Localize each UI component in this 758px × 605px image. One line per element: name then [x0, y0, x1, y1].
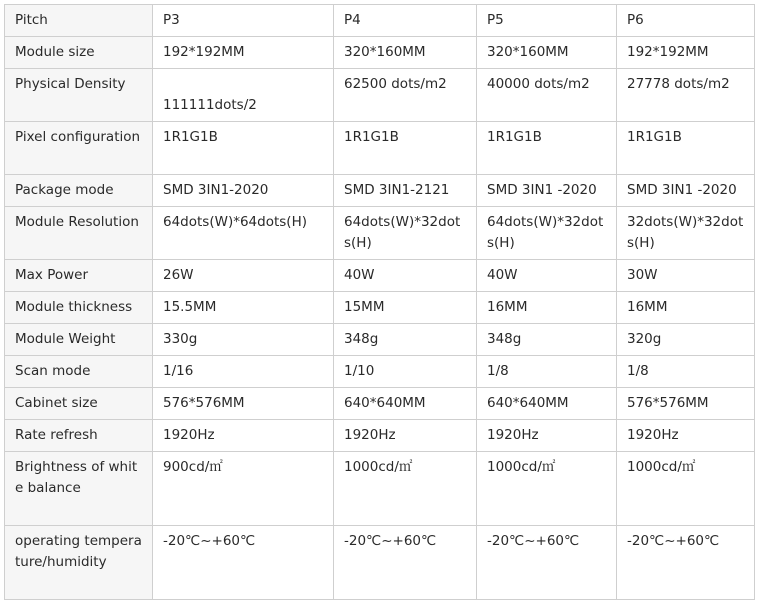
- cell-value: -20℃~+60℃: [153, 526, 334, 600]
- table-row: [5, 452, 755, 526]
- row-label: Rate refresh: [5, 420, 153, 452]
- table-row: [5, 292, 755, 324]
- cell-value: -20℃~+60℃: [334, 526, 477, 600]
- table-row: [5, 175, 755, 207]
- row-label: Package mode: [5, 175, 153, 207]
- cell-value: 576*576MM: [617, 388, 755, 420]
- cell-value: SMD 3IN1 -2020: [617, 175, 755, 207]
- row-label: Max Power: [5, 260, 153, 292]
- row-label: Physical Density: [5, 69, 153, 122]
- cell-text: 111111dots/2: [163, 97, 257, 113]
- cell-value: 1920Hz: [617, 420, 755, 452]
- cell-value: 348g: [334, 324, 477, 356]
- row-label: Module thickness: [5, 292, 153, 324]
- cell-value: -20℃~+60℃: [477, 526, 617, 600]
- cell-value: 40000 dots/m2: [477, 69, 617, 122]
- cell-value: 1R1G1B: [334, 122, 477, 175]
- table-row: [5, 420, 755, 452]
- header-cell-p4: P4: [334, 5, 477, 37]
- cell-value: 1R1G1B: [153, 122, 334, 175]
- cell-value: 1/8: [617, 356, 755, 388]
- table-row: [5, 122, 755, 175]
- cell-value: 640*640MM: [334, 388, 477, 420]
- header-cell-p6: P6: [617, 5, 755, 37]
- row-label: Scan mode: [5, 356, 153, 388]
- cell-value: 15.5MM: [153, 292, 334, 324]
- table-row: [5, 69, 755, 122]
- row-label: Cabinet size: [5, 388, 153, 420]
- table-row: [5, 356, 755, 388]
- cell-value: 40W: [334, 260, 477, 292]
- spec-table: [4, 4, 755, 600]
- row-label: Module Resolution: [5, 207, 153, 260]
- header-cell-pitch: Pitch: [5, 5, 153, 37]
- cell-value: [153, 69, 334, 122]
- cell-value: SMD 3IN1-2121: [334, 175, 477, 207]
- table-row: [5, 260, 755, 292]
- cell-value: 64dots(W)*32dots(H): [334, 207, 477, 260]
- header-cell-p3: P3: [153, 5, 334, 37]
- row-label: operating temperature/humidity: [5, 526, 153, 600]
- cell-value: 62500 dots/m2: [334, 69, 477, 122]
- cell-value: 1920Hz: [153, 420, 334, 452]
- cell-value: 1920Hz: [477, 420, 617, 452]
- cell-value: 27778 dots/m2: [617, 69, 755, 122]
- table-header-row: [5, 5, 755, 37]
- cell-value: 16MM: [617, 292, 755, 324]
- table-row: [5, 37, 755, 69]
- cell-value: 32dots(W)*32dots(H): [617, 207, 755, 260]
- cell-value: 1920Hz: [334, 420, 477, 452]
- cell-value: 192*192MM: [153, 37, 334, 69]
- cell-value: 64dots(W)*64dots(H): [153, 207, 334, 260]
- cell-value: 64dots(W)*32dots(H): [477, 207, 617, 260]
- row-label: Module size: [5, 37, 153, 69]
- cell-value: 1000cd/㎡: [617, 452, 755, 526]
- cell-value: 900cd/㎡: [153, 452, 334, 526]
- table-row: [5, 207, 755, 260]
- cell-value: 1000cd/㎡: [334, 452, 477, 526]
- cell-value: 576*576MM: [153, 388, 334, 420]
- cell-value: 1/8: [477, 356, 617, 388]
- cell-value: 1/10: [334, 356, 477, 388]
- row-label: Pixel configuration: [5, 122, 153, 175]
- table-row: [5, 526, 755, 600]
- cell-value: SMD 3IN1-2020: [153, 175, 334, 207]
- row-label: Module Weight: [5, 324, 153, 356]
- cell-value: 330g: [153, 324, 334, 356]
- table-row: [5, 324, 755, 356]
- cell-value: SMD 3IN1 -2020: [477, 175, 617, 207]
- row-label: Brightness of white balance: [5, 452, 153, 526]
- cell-value: 320g: [617, 324, 755, 356]
- cell-value: 15MM: [334, 292, 477, 324]
- cell-value: 30W: [617, 260, 755, 292]
- cell-value: 192*192MM: [617, 37, 755, 69]
- cell-value: 320*160MM: [334, 37, 477, 69]
- cell-value: 640*640MM: [477, 388, 617, 420]
- cell-value: 26W: [153, 260, 334, 292]
- cell-value: 348g: [477, 324, 617, 356]
- cell-value: 1/16: [153, 356, 334, 388]
- cell-value: -20℃~+60℃: [617, 526, 755, 600]
- header-cell-p5: P5: [477, 5, 617, 37]
- cell-value: 320*160MM: [477, 37, 617, 69]
- cell-value: 40W: [477, 260, 617, 292]
- cell-value: 1R1G1B: [617, 122, 755, 175]
- table-row: [5, 388, 755, 420]
- cell-value: 1R1G1B: [477, 122, 617, 175]
- cell-value: 1000cd/㎡: [477, 452, 617, 526]
- cell-value: 16MM: [477, 292, 617, 324]
